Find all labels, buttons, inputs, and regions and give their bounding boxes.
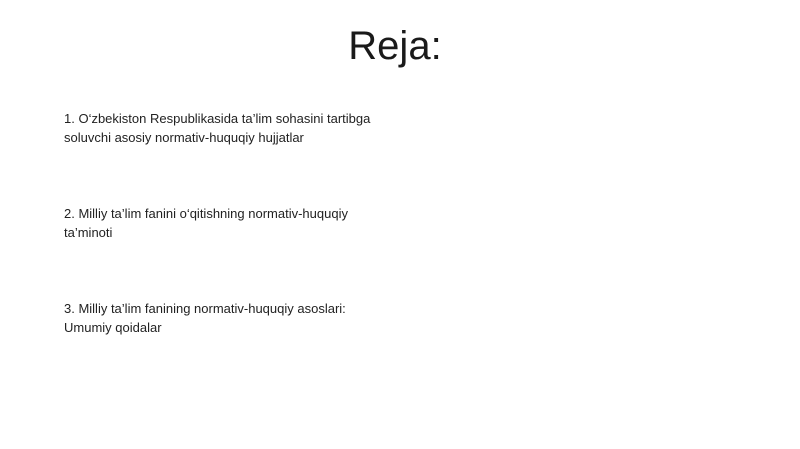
- plan-item-line: ta’minoti: [64, 225, 113, 240]
- slide-title: Reja:: [348, 24, 442, 68]
- plan-item: [64, 109, 404, 147]
- plan-item-line: 2. Milliy ta’lim fanini o‘qitishning normativ-huquqiy: [64, 206, 348, 221]
- plan-item: [64, 204, 404, 242]
- plan-item-line: 1. O‘zbekiston Respublikasida ta’lim sohasini tartibga: [64, 111, 371, 126]
- plan-item: [64, 299, 404, 337]
- plan-item-line: 3. Milliy ta’lim fanining normativ-huquqiy asoslari:: [64, 301, 346, 316]
- plan-item-line: Umumiy qoidalar: [64, 320, 162, 335]
- plan-item-line: soluvchi asosiy normativ-huquqiy hujjatlar: [64, 130, 304, 145]
